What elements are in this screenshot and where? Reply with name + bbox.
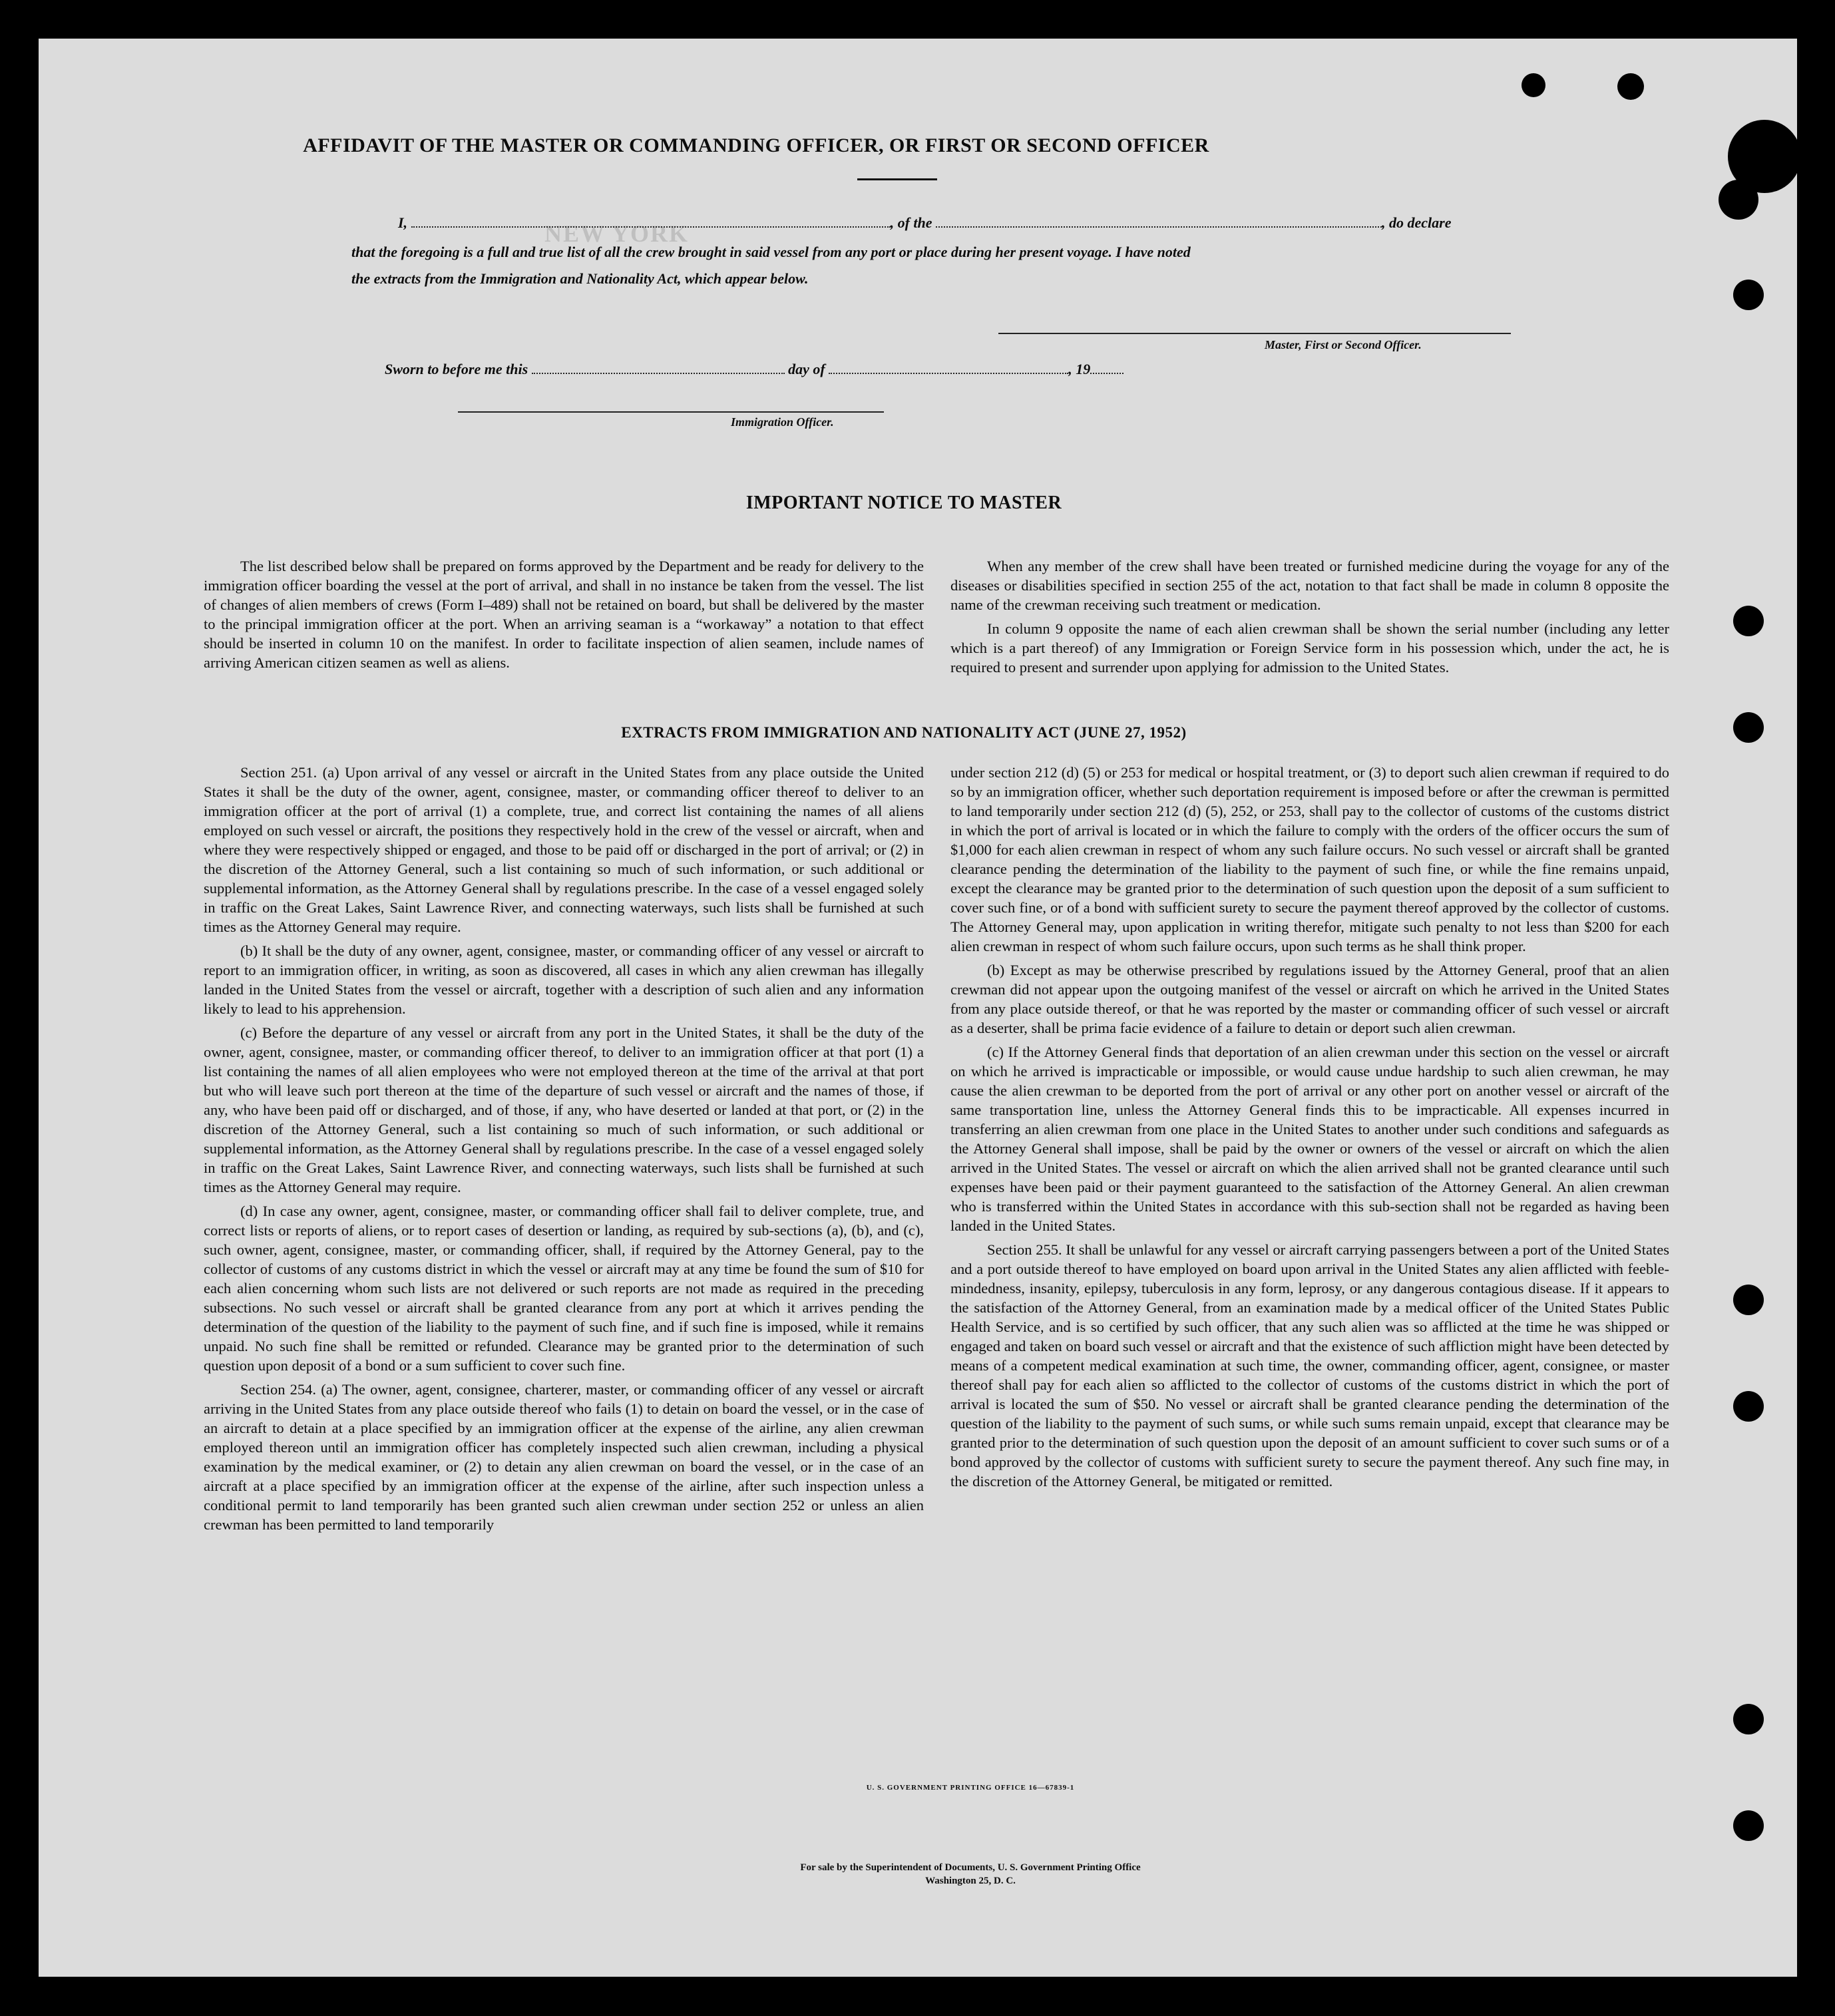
officer-signature-label: Immigration Officer.	[731, 415, 834, 429]
section-254c: (c) If the Attorney General finds that deportation of an alien crewman under this section on the vessel or aircraft on which he arrived is impracticable or impossible, or would cause undue hardship to such alien crewman, he may cause the alien crewman to be deported from the port of arrival or any other port on another vessel or aircraft of the same transportation line, unless the Attorney General finds this to be impracticable. All expenses incurred in transferring an alien crewman from one place in the United States to another under such conditions and safeguards as the Attorney General shall impose, shall be paid by the owner or owners of the vessel or aircraft on which the alien arrived in the United States. The vessel or aircraft on which the alien arrived shall not be granted clearance until such expenses have been paid or their payment guaranteed to the satisfaction of the Attorney General. An alien crewman who is transferred within the United States in accordance with this sub-section shall not be regarded as having been landed in the United States.	[950, 1044, 1669, 1234]
vessel-field[interactable]	[936, 213, 1382, 228]
notice-right-paragraph-2: In column 9 opposite the name of each alien crewman shall be shown the serial number (including any letter which is a part thereof) of any Immigration or Foreign Service form in his possession which, under the act, he is required to present and surrender upon applying for admission to the United States.	[950, 620, 1669, 676]
sworn-month-field[interactable]	[829, 359, 1068, 374]
punch-hole	[1733, 1391, 1764, 1422]
section-251c: (c) Before the departure of any vessel or aircraft from any port in the United States, it shall be the duty of the owner, agent, consignee, master, or commanding officer thereof, to deliver to an immigration officer at that port (1) a list containing the names of all alien employees who were not employed thereon at the time of the arrival at that port but who will leave such port thereon at the time of the departure of such vessel or aircraft and the names of those, if any, who have been paid off or discharged, and of those, if any, who have deserted or landed at that port, or (2) in the discretion of the Attorney General, such a list containing so much of such information, or such additional or supplemental information, as the Attorney General shall by regulations prescribe. In the case of a vessel engaged solely in traffic on the Great Lakes, Saint Lawrence River, and connecting waterways, such lists shall be furnished at such times as the Attorney General may require.	[204, 1024, 924, 1195]
officer-signature-line[interactable]	[458, 411, 884, 413]
bleed-through-stamp: NEW YORK	[544, 220, 690, 247]
for-sale-notice	[638, 1861, 1303, 1888]
of-the-label: , of the	[890, 214, 932, 231]
notice-right-paragraph-1: When any member of the crew shall have been treated or furnished medicine during the voyage for any of the diseases or disabilities specified in section 255 of the act, notation to that fact shall be made in column 8 opposite the name of the crewman receiving such treatment or medication.	[950, 558, 1669, 613]
master-signature-line[interactable]	[998, 333, 1511, 334]
title-rule	[857, 178, 937, 180]
extracts-left-column	[204, 763, 924, 1539]
punch-hole	[1733, 606, 1764, 636]
for-sale-line-1: For sale by the Superintendent of Documents, U. S. Government Printing Office	[800, 1862, 1141, 1873]
master-signature-label: Master, First or Second Officer.	[1265, 338, 1422, 351]
punch-hole	[1617, 73, 1644, 100]
statement-line-1: that the foregoing is a full and true list of all the crew brought in said vessel from any port or place during her present voyage. I have noted	[351, 244, 1191, 260]
section-254b: (b) Except as may be otherwise prescribed by regulations issued by the Attorney General, proof that an alien crewman did not appear upon the outgoing manifest of the vessel or aircraft on which he arrived in the United States from any place outside thereof, or that he was reported by the master or commanding officer of such vessel or aircraft as a deserter, shall be prima facie evidence of a failure to detain or deport such alien crewman.	[950, 962, 1669, 1036]
sworn-day-field[interactable]	[532, 359, 785, 374]
punch-hole	[1733, 712, 1764, 743]
document-page	[39, 39, 1797, 1977]
section-255: Section 255. It shall be unlawful for any vessel or aircraft carrying passengers between a port of the United States and a port outside thereof to have employed on board upon arrival in the United States any alien afflicted with feeble-mindedness, insanity, epilepsy, tuberculosis in any form, leprosy, or any dangerous contagious disease. If it appears to the satisfaction of the Attorney General, from an examination made by a medical officer of the United States Public Health Service, and is so certified by such officer, that any such alien was so afflicted at the time he was shipped or engaged and taken on board such vessel or aircraft and that the existence of such affliction might have been detected by means of a competent medical examination at such time, the owner, commanding officer, agent, consignee, or master thereof shall pay for each alien so afflicted to the collector of customs of the customs district in which the port of arrival is located the sum of $50. No vessel or aircraft shall be granted clearance pending the determination of the question of the liability to the payment of such sums, or while such sums remain unpaid, except that clearance may be granted prior to the determination of such question upon the deposit of an amount sufficient to cover such sums or of a bond approved by the collector of customs with sufficient surety to secure the payment thereof. Any such fine may, in the discretion of the Attorney General, be mitigated or remitted.	[950, 1241, 1669, 1490]
day-of-label: day of	[788, 361, 825, 377]
punch-hole	[1733, 1704, 1764, 1734]
section-254a: Section 254. (a) The owner, agent, consignee, charterer, master, or commanding officer of any vessel or aircraft arriving in the United States from any place outside thereof who fails (1) to detain on board the vessel, or in the case of an aircraft to detain at a place specified by an immigration officer at the expense of the airline, any alien crewman employed thereon until an immigration officer has completely inspected such alien crewman, including a physical examination by the medical examiner, or (2) to detain any alien crewman on board the vessel, or in the case of an aircraft at a place specified by an immigration officer at the expense of the airline, after such inspection unless a conditional permit to land temporarily has been granted such alien crewman under section 252 or unless an alien crewman has been permitted to land temporarily	[204, 1381, 924, 1533]
notice-heading: IMPORTANT NOTICE TO MASTER	[745, 493, 1062, 513]
section-251b: (b) It shall be the duty of any owner, agent, consignee, master, or commanding officer of any vessel or aircraft to report to an immigration officer, in writing, as soon as discovered, all cases in which any alien crewman has illegally landed in the United States from the vessel or aircraft, together with a description of such alien and any information likely to lead to his apprehension.	[204, 942, 924, 1017]
punch-hole	[1522, 73, 1545, 97]
notice-left-paragraph: The list described below shall be prepared on forms approved by the Department and be ready for delivery to the immigration officer boarding the vessel at the port of arrival, and shall in no instance be taken from the vessel. The list of changes of alien members of crews (Form I–489) shall not be retained on board, but shall be delivered by the master to the principal immigration officer at the port. When an arriving seaman is a “workaway” a notation to that effect should be inserted in column 10 on the manifest. In order to facilitate inspection of alien seamen, include names of arriving American citizen seamen as well as aliens.	[204, 558, 924, 671]
extracts-heading: EXTRACTS FROM IMMIGRATION AND NATIONALITY ACT (JUNE 27, 1952)	[621, 724, 1187, 741]
declaration-line	[398, 213, 1529, 232]
section-254a-continued: under section 212 (d) (5) or 253 for medical or hospital treatment, or (3) to deport such alien crewman if required to do so by an immigration officer, whether such deportation requirement is imposed before or after the crewman is permitted to land temporarily under section 212 (d) (5), 252, or 253, shall pay to the collector of customs of the customs district in which the port of arrival is located or in which the failure to comply with the orders of the officer occurs the sum of $1,000 for each alien crewman in respect of whom any such failure occurs. No such vessel or aircraft shall be granted clearance pending the determination of the liability to the payment of such fine, or while the fine remains unpaid, except the clearance may be granted prior to the determination of such question upon the deposit of a sum sufficient to cover such fine, or of a bond with sufficient surety to secure the payment thereof approved by the collector of customs. The Attorney General may, upon application in writing therefor, mitigate such penalty to not less than $200 for each alien crewman in respect of whom such failure occurs, upon such terms as he shall think proper.	[950, 764, 1669, 954]
printing-office-code: U. S. GOVERNMENT PRINTING OFFICE 16—67839-1	[866, 1784, 1075, 1792]
statement-line-2: the extracts from the Immigration and Nationality Act, which appear below.	[351, 270, 809, 287]
extracts-right-column	[950, 763, 1669, 1496]
i-label: I,	[398, 214, 408, 231]
name-field[interactable]	[411, 213, 891, 228]
sworn-line	[385, 359, 1383, 378]
affidavit-title: AFFIDAVIT OF THE MASTER OR COMMANDING OFFICER, OR FIRST OR SECOND OFFICER	[303, 134, 1209, 156]
section-251a: Section 251. (a) Upon arrival of any vessel or aircraft in the United States from any place outside the United States it shall be the duty of the owner, agent, consignee, master, or commanding officer thereof to deliver to an immigration officer at the port of arrival (1) a complete, true, and correct list containing the names of all aliens employed on such vessel or aircraft, the positions they respectively hold in the crew of the vessel or aircraft, when and where they were respectively shipped or engaged, and those to be paid off or discharged in the port of arrival; or (2) in the discretion of the Attorney General, such a list containing so much of such information, or such additional or supplemental information, as the Attorney General shall by regulations prescribe. In the case of a vessel engaged solely in traffic on the Great Lakes, Saint Lawrence River, and connecting waterways, such lists shall be furnished at such times as the Attorney General may require.	[204, 764, 924, 935]
do-declare-label: , do declare	[1382, 214, 1452, 231]
notice-right-column	[950, 556, 1669, 682]
sworn-label: Sworn to before me this	[385, 361, 528, 377]
sworn-year-field[interactable]	[1090, 359, 1123, 374]
notice-left-column	[204, 556, 924, 677]
year-prefix: , 19	[1068, 361, 1091, 377]
section-251d: (d) In case any owner, agent, consignee, master, or commanding officer shall fail to deliver complete, true, and correct lists or reports of aliens, or to report cases of desertion or landing, as required by sub-sections (a), (b), and (c), such owner, agent, consignee, master, or commanding officer, shall, if required by the Attorney General, pay to the collector of customs of any customs district in which the vessel or aircraft may at any time be found the sum of $10 for each alien concerning whom such lists are not delivered or such reports are not made as required in the preceding subsections. No such vessel or aircraft shall be granted clearance from any port at which it arrives pending the determination of the question of the liability to the payment of such fine, and if such fine is imposed, while it remains unpaid. No such fine shall be remitted or refunded. Clearance may be granted prior to the determination of such question upon deposit of a bond or a sum sufficient to cover such fine.	[204, 1203, 924, 1374]
punch-hole	[1719, 180, 1758, 220]
for-sale-line-2: Washington 25, D. C.	[925, 1876, 1016, 1886]
punch-hole	[1733, 1285, 1764, 1315]
punch-hole	[1733, 280, 1764, 310]
punch-hole	[1733, 1810, 1764, 1841]
